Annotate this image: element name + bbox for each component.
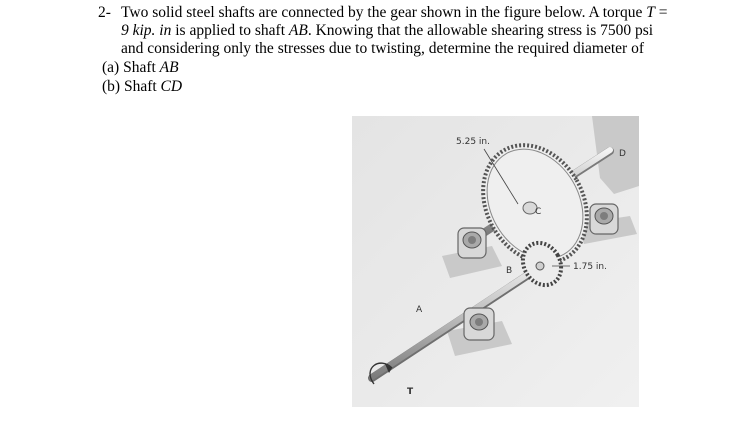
- torque-symbol: T: [646, 4, 655, 21]
- gear-b-hub: [536, 262, 544, 270]
- problem-line-3: and considering only the stresses due to twisting, determine the required diameter of: [121, 40, 644, 57]
- bearing-a: [464, 308, 494, 340]
- problem-line-1: [98, 4, 718, 22]
- bearing-d: [590, 204, 618, 234]
- part-b-shaft: CD: [160, 78, 183, 95]
- label-t: T: [407, 387, 414, 397]
- problem-text-3: . Knowing that the allowable shearing stress is 7500 psi: [307, 22, 654, 39]
- label-a: A: [416, 305, 423, 315]
- part-a: [98, 59, 718, 77]
- label-c: C: [535, 207, 542, 217]
- problem-line-2: [98, 22, 718, 40]
- part-a-label: (a) Shaft: [102, 59, 160, 76]
- bearing-c: [458, 228, 486, 258]
- problem-text-1: Two solid steel shafts are connected by the gear shown in the figure below. A torque: [121, 4, 647, 21]
- dim-label-large: 5.25 in.: [456, 137, 490, 147]
- part-a-shaft: AB: [159, 59, 179, 76]
- problem-statement: [98, 4, 718, 96]
- gear-shaft-figure: [352, 116, 639, 407]
- problem-text-2: is applied to shaft: [171, 22, 289, 39]
- shaft-ab-ref: AB: [288, 22, 308, 39]
- part-b: [98, 78, 718, 96]
- torque-value: 9 kip. in: [121, 22, 172, 39]
- label-b: B: [506, 266, 513, 276]
- problem-number: 2-: [98, 4, 111, 21]
- dim-label-small: 1.75 in.: [573, 262, 607, 272]
- equals-sign: =: [654, 4, 668, 21]
- label-d: D: [619, 149, 626, 159]
- part-b-label: (b) Shaft: [102, 78, 161, 95]
